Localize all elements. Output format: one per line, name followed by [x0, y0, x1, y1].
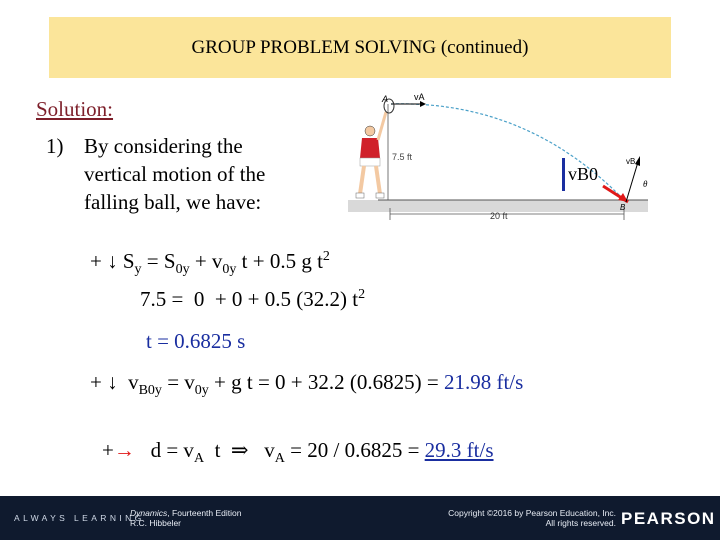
copyright-line-2: All rights reserved. — [545, 518, 616, 528]
label-vb0: vB0 — [568, 164, 599, 184]
step-line-1: By considering the — [84, 134, 243, 158]
vb-arrowhead — [635, 156, 640, 166]
eq5-sign: + — [102, 438, 114, 462]
label-a: A — [382, 94, 389, 104]
copyright — [448, 508, 616, 528]
eq1-body: $S_y = S_{0y} + v_{0y}$ t + 0.5 g $t^2$ — [122, 249, 330, 278]
label-theta: θ — [643, 179, 648, 189]
step-line-2: vertical motion of the — [84, 162, 266, 186]
down-arrow-icon: ↓ — [107, 370, 118, 394]
step-number: 1) — [46, 134, 64, 158]
book-edition: , Fourteenth Edition — [167, 508, 242, 518]
slide-title: GROUP PROBLEM SOLVING (continued) — [191, 37, 529, 58]
book-author: R.C. Hibbeler — [130, 518, 182, 528]
label-b: B — [620, 203, 626, 212]
eq4-body: $v_{B0y} = v_{0y} + g$ t = 0 + 32.2 (0.6825) = — [122, 370, 444, 399]
footer-bar — [0, 496, 720, 540]
implies-icon: ⇒ — [230, 438, 249, 462]
label-height: 7.5 ft — [392, 152, 413, 162]
equation-3: t = 0.6825 s — [146, 329, 246, 353]
eq5-body-1: $d = v_A$ t — [140, 438, 231, 467]
vb0-marker — [562, 158, 565, 191]
equation-4 — [90, 370, 524, 399]
equation-1 — [90, 249, 330, 278]
right-arrow-icon: → — [113, 438, 135, 462]
step-line-3: falling ball, we have: — [84, 190, 262, 214]
book-title-line — [130, 508, 242, 518]
book-title: Dynamics — [130, 508, 168, 518]
vb-arrow — [626, 162, 638, 202]
projectile-figure — [348, 90, 648, 225]
eq5-result: 29.3 ft/s — [424, 438, 494, 462]
down-arrow-icon: ↓ — [107, 249, 118, 273]
solution-heading: Solution: — [36, 97, 114, 121]
eq4-sign: + — [90, 370, 102, 394]
pearson-logo: PEARSON — [621, 509, 716, 528]
label-va: vA — [414, 92, 425, 102]
label-vb: vB — [626, 157, 636, 166]
eq5-body-2: $v_A = 20 / 0.6825$ = — [253, 438, 425, 467]
step-text — [84, 132, 324, 216]
eq4-result: 21.98 ft/s — [443, 370, 524, 394]
eq1-sign: + — [90, 249, 102, 273]
equation-2: 7.5 = 0 + 0 + 0.5 (32.2) $t^2$ — [140, 287, 366, 311]
label-distance: 20 ft — [490, 211, 508, 221]
trajectory-curve — [391, 104, 626, 202]
equation-5 — [102, 438, 494, 467]
book-info — [130, 508, 242, 528]
copyright-line-1: Copyright ©2016 by Pearson Education, Inc. — [448, 508, 616, 518]
always-learning-brand: ALWAYS LEARNING — [14, 513, 145, 523]
